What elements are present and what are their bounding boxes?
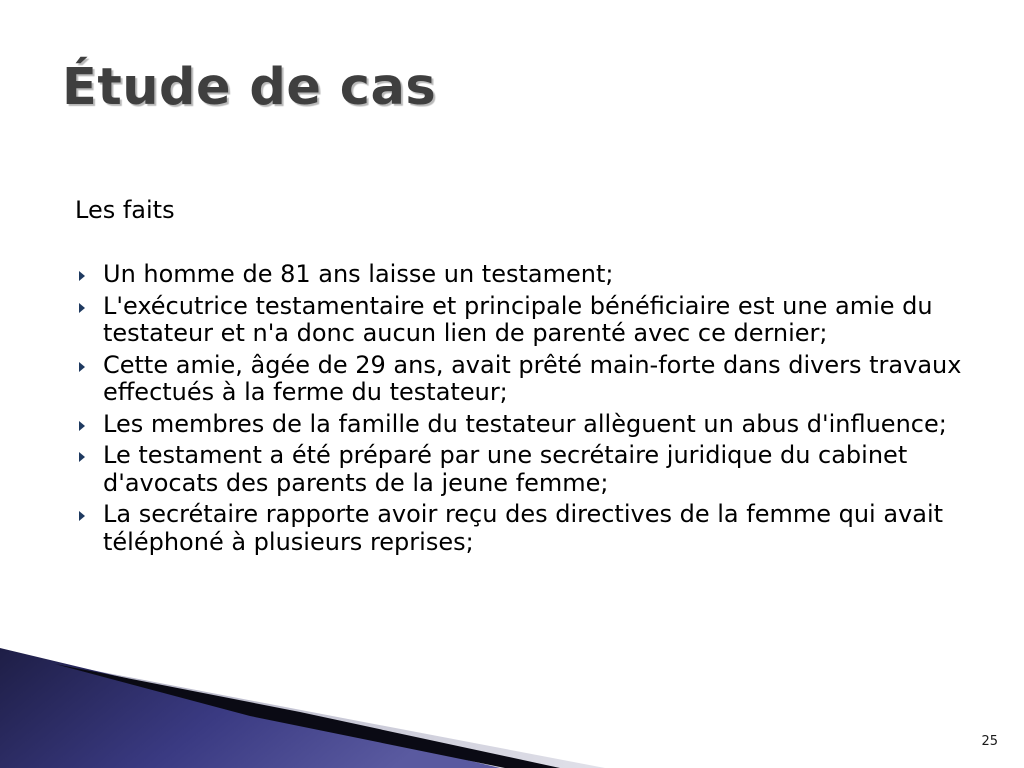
bullet-text: La secrétaire rapporte avoir reçu des directives de la femme qui avait téléphoné à plusieurs reprises; [103, 500, 944, 556]
decor-light-band [0, 664, 605, 768]
triangle-bullet-icon [79, 511, 85, 521]
bullet-list [75, 261, 975, 560]
decor-dark-stripe [55, 664, 560, 768]
bullet-text: L'exécutrice testamentaire et principale bénéficiaire est une amie du testateur et n'a donc aucun lien de parenté avec ce dernier; [103, 291, 933, 347]
bullet-text: Le testament a été préparé par une secrétaire juridique du cabinet d'avocats des parents de la jeune femme; [103, 441, 908, 497]
triangle-bullet-icon [79, 271, 85, 281]
bullet-item [75, 501, 975, 556]
bullet-text: Les membres de la famille du testateur allèguent un abus d'influence; [103, 409, 947, 438]
bullet-text: Un homme de 81 ans laisse un testament; [103, 260, 614, 288]
bullet-item [75, 261, 975, 289]
decor-blue-wedge [0, 648, 500, 768]
triangle-bullet-icon [79, 303, 85, 313]
bullet-item [75, 411, 975, 439]
triangle-bullet-icon [79, 421, 85, 431]
bullet-item [75, 352, 975, 407]
section-heading: Les faits [75, 196, 175, 224]
slide-number: 25 [981, 734, 998, 749]
triangle-bullet-icon [79, 362, 85, 372]
triangle-bullet-icon [79, 452, 85, 462]
bullet-item [75, 293, 975, 348]
bullet-text: Cette amie, âgée de 29 ans, avait prêté main-forte dans divers travaux effectués à la ferme du testateur; [103, 350, 962, 406]
bullet-item [75, 442, 975, 497]
slide-title: Étude de cas [62, 58, 437, 117]
